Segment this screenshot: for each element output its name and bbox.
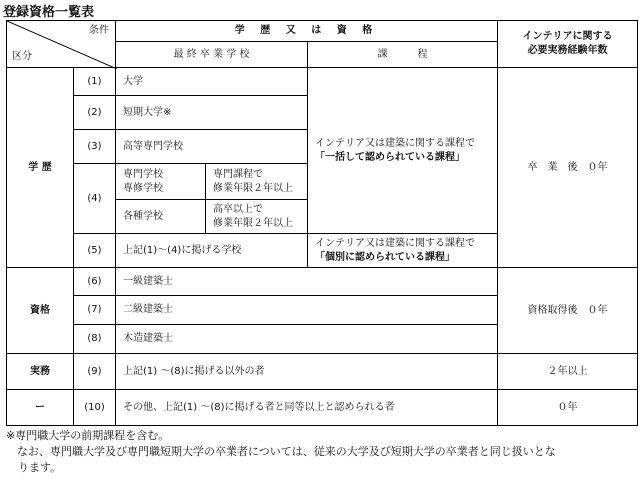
row-number: (4) bbox=[74, 164, 116, 234]
row-number: (1) bbox=[74, 68, 116, 96]
row-number: (6) bbox=[74, 268, 116, 296]
header-condition: 条件 bbox=[89, 25, 109, 36]
row-number: (9) bbox=[74, 354, 116, 390]
header-course: 課 程 bbox=[308, 42, 498, 68]
course-ikkatsu-line1: インテリア又は建築に関する課程で bbox=[315, 137, 475, 149]
row-number: (5) bbox=[74, 234, 116, 268]
header-school: 最 終 卒 業 学 校 bbox=[116, 42, 308, 68]
requirement-kakushu: 高卒以上で 修業年限２年以上 bbox=[206, 200, 308, 234]
course-kobetsu-line1: インテリア又は建築に関する課程で bbox=[315, 237, 475, 249]
school-senmon-senshu: 専門学校 専修学校 bbox=[116, 164, 206, 200]
license-mokuzo: 木造建築士 bbox=[116, 325, 498, 354]
years-license: 資格取得後 ０年 bbox=[498, 268, 638, 354]
school-kakushu: 各種学校 bbox=[116, 200, 206, 234]
header-experience: インテリアに関する 必要実務経験年数 bbox=[498, 20, 638, 68]
header-gakureki-shikaku: 学 歴 又 は 資 格 bbox=[116, 20, 498, 42]
row-number: (2) bbox=[74, 96, 116, 130]
footnote-line2: なお、専門職大学及び専門職短期大学の卒業者については、従来の大学及び短期大学の卒業者と同じ扱いとな bbox=[6, 445, 556, 458]
group-jitsumu: 実務 bbox=[6, 354, 74, 390]
group-other: ー bbox=[6, 390, 74, 426]
group-shikaku: 資格 bbox=[6, 268, 74, 354]
years-jitsumu: ２年以上 bbox=[498, 354, 638, 390]
license-nikyu: 二級建築士 bbox=[116, 296, 498, 325]
school-tanki-daigaku: 短期大学※ bbox=[116, 96, 308, 130]
course-kobetsu-line2: 「個別に認められている課程」 bbox=[315, 251, 455, 263]
footnote-line3: ります。 bbox=[18, 461, 62, 474]
row-number: (10) bbox=[74, 390, 116, 426]
registration-qualification-table bbox=[6, 20, 638, 426]
school-above-listed: 上記(1)～(4)に掲げる学校 bbox=[116, 234, 308, 268]
row-number: (7) bbox=[74, 296, 116, 325]
jitsumu-description: 上記(1) ～(8)に掲げる以外の者 bbox=[116, 354, 498, 390]
table-title: 登録資格一覧表 bbox=[3, 5, 95, 20]
other-description: その他、上記(1) ～(8)に掲げる者と同等以上と認められる者 bbox=[116, 390, 498, 426]
course-ikkatsu-line2: 「一括して認められている課程」 bbox=[315, 151, 465, 163]
years-other: ０年 bbox=[498, 390, 638, 426]
course-kobetsu bbox=[308, 234, 498, 268]
row-number: (3) bbox=[74, 130, 116, 164]
header-corner-cell bbox=[6, 20, 116, 68]
requirement-senmon: 専門課程で 修業年限２年以上 bbox=[206, 164, 308, 200]
group-gakureki: 学 歴 bbox=[6, 68, 74, 268]
years-graduation: 卒 業 後 ０年 bbox=[498, 68, 638, 268]
license-ikkyu: 一級建築士 bbox=[116, 268, 498, 296]
footnote-line1: ※専門職大学の前期課程を含む。 bbox=[6, 429, 170, 442]
school-daigaku: 大学 bbox=[116, 68, 308, 96]
course-ikkatsu bbox=[308, 68, 498, 234]
school-koto-senmon: 高等専門学校 bbox=[116, 130, 308, 164]
header-category: 区分 bbox=[12, 51, 32, 62]
row-number: (8) bbox=[74, 325, 116, 354]
